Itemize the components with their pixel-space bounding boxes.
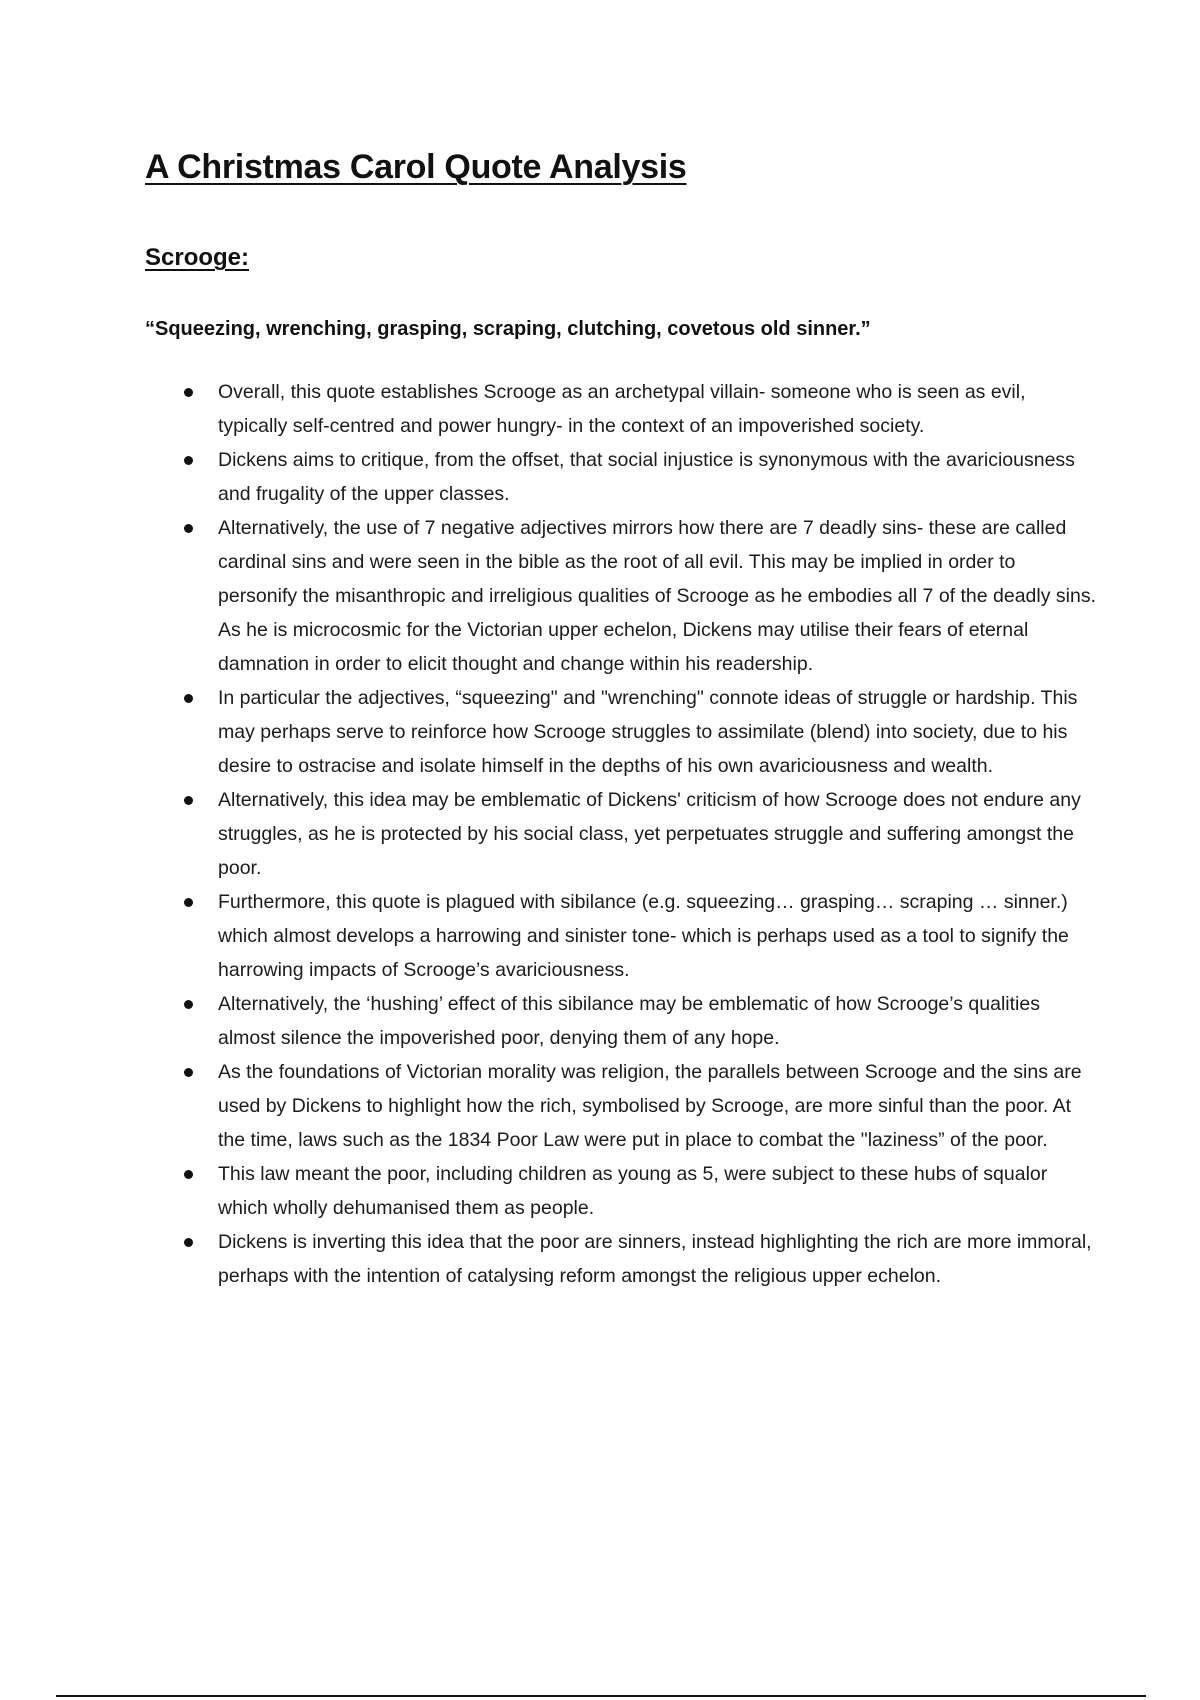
bullet-text: Alternatively, the ‘hushing’ effect of this sibilance may be emblematic of how Scrooge’s qualities almost silence the impoverished poor, denying them of any hope.: [218, 993, 1040, 1049]
bullet-dot-icon: [184, 1068, 193, 1077]
section-heading-scrooge: Scrooge:: [145, 244, 250, 271]
bullet-dot-icon: [184, 1170, 193, 1179]
bullet-dot-icon: [184, 524, 193, 533]
analysis-bullet: [178, 511, 1098, 681]
bullet-text: In particular the adjectives, “squeezing" and "wrenching" connote ideas of struggle or hardship. This may perhaps serve to reinforce how Scrooge struggles to assimilate (blend) into society, due to his desire to ostracise and isolate himself in the depths of his own avariciousness and wealth.: [218, 687, 1078, 777]
analysis-bullet: [178, 443, 1098, 511]
analysis-bullet: [178, 885, 1098, 987]
bullet-dot-icon: [184, 898, 193, 907]
analysis-bullet: [178, 1225, 1098, 1293]
bullet-text: Alternatively, the use of 7 negative adjectives mirrors how there are 7 deadly sins- these are called cardinal sins and were seen in the bible as the root of all evil. This may be implied in order to personify the misanthropic and irreligious qualities of Scrooge as he embodies all 7 of the deadly sins. As he is microcosmic for the Victorian upper echelon, Dickens may utilise their fears of eternal damnation in order to elicit thought and change within his readership.: [218, 517, 1096, 675]
page-bottom-divider: [56, 1695, 1146, 1697]
analysis-bullet: [178, 681, 1098, 783]
bullet-dot-icon: [184, 694, 193, 703]
analysis-bullet-list: [178, 375, 1098, 1293]
analysis-bullet: [178, 1157, 1098, 1225]
analysis-bullet: [178, 987, 1098, 1055]
bullet-text: Alternatively, this idea may be emblematic of Dickens' criticism of how Scrooge does not endure any struggles, as he is protected by his social class, yet perpetuates struggle and suffering amongst the poor.: [218, 789, 1081, 879]
bullet-text: As the foundations of Victorian morality was religion, the parallels between Scrooge and the sins are used by Dickens to highlight how the rich, symbolised by Scrooge, are more sinful than the poor. At the time, laws such as the 1834 Poor Law were put in place to combat the "laziness” of the poor.: [218, 1061, 1082, 1151]
bullet-dot-icon: [184, 456, 193, 465]
bullet-dot-icon: [184, 1000, 193, 1009]
bullet-text: Dickens is inverting this idea that the poor are sinners, instead highlighting the rich are more immoral, perhaps with the intention of catalysing reform amongst the religious upper echelon.: [218, 1231, 1092, 1287]
analysis-bullet: [178, 375, 1098, 443]
analysis-bullet: [178, 783, 1098, 885]
document-title: A Christmas Carol Quote Analysis: [145, 148, 687, 186]
analysis-bullet: [178, 1055, 1098, 1157]
scrooge-quote: “Squeezing, wrenching, grasping, scraping, clutching, covetous old sinner.”: [145, 318, 871, 340]
bullet-dot-icon: [184, 388, 193, 397]
bullet-dot-icon: [184, 796, 193, 805]
bullet-text: Dickens aims to critique, from the offset, that social injustice is synonymous with the avariciousness and frugality of the upper classes.: [218, 449, 1075, 505]
bullet-text: This law meant the poor, including children as young as 5, were subject to these hubs of squalor which wholly dehumanised them as people.: [218, 1163, 1048, 1219]
bullet-text: Furthermore, this quote is plagued with sibilance (e.g. squeezing… grasping… scraping … sinner.) which almost develops a harrowing and sinister tone- which is perhaps used as a tool to signify the harrowing impacts of Scrooge’s avariciousness.: [218, 891, 1069, 981]
bullet-dot-icon: [184, 1238, 193, 1247]
bullet-text: Overall, this quote establishes Scrooge as an archetypal villain- someone who is seen as evil, typically self-centred and power hungry- in the context of an impoverished society.: [218, 381, 1026, 437]
